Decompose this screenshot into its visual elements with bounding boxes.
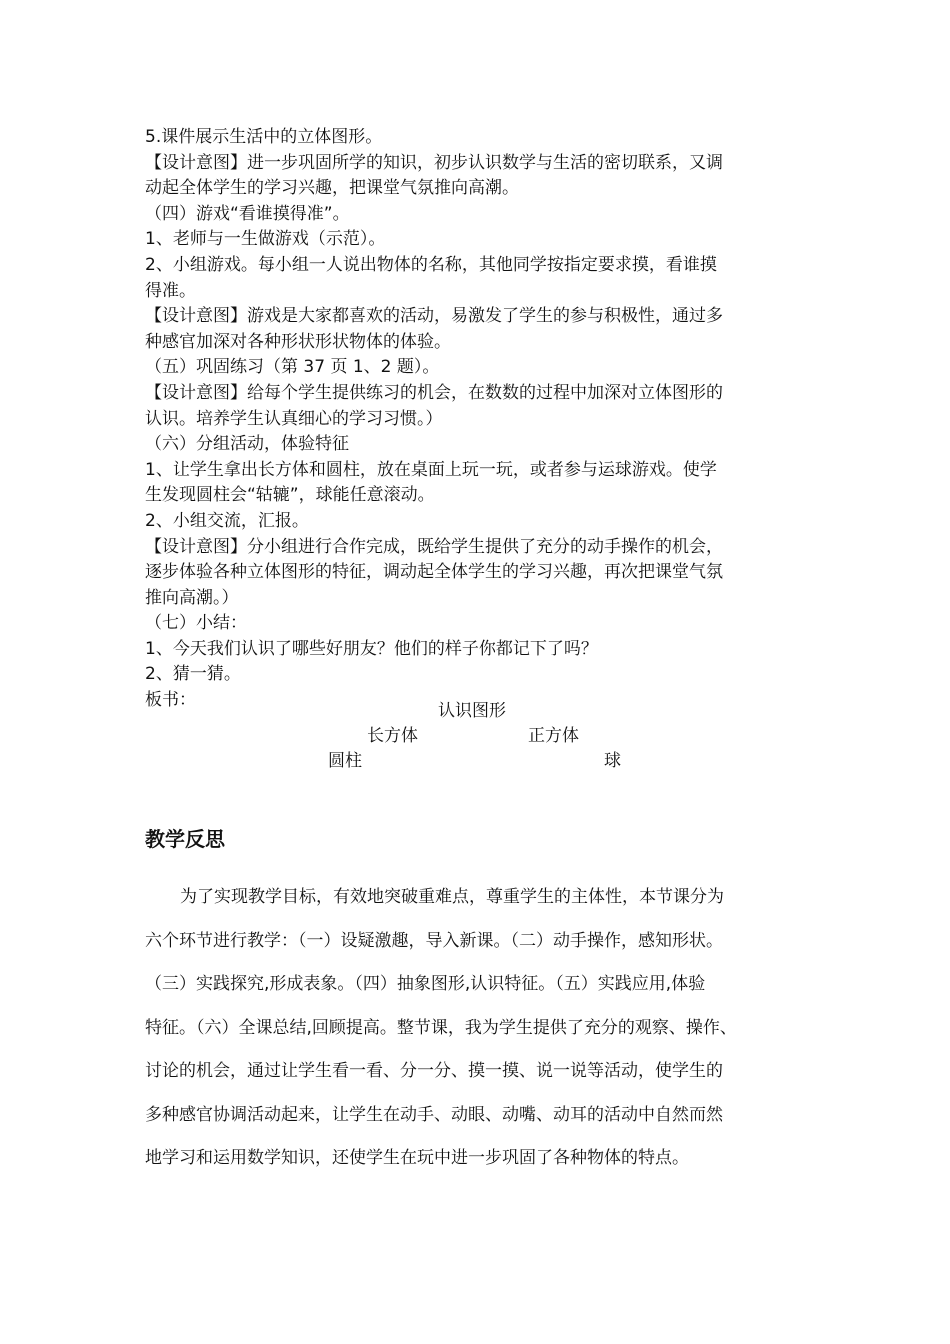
board-title: 认识图形 [438, 701, 506, 721]
lesson-line-design-intent-4c: 推向高潮。） [145, 587, 239, 608]
section-heading-group-activity: （六）分组活动，体验特征 [145, 434, 349, 455]
reflection-line: （三）实践探究,形成表象。（四）抽象图形,认识特征。（五）实践应用,体验 [145, 974, 706, 994]
lesson-line-summary-1: 1、今天我们认识了哪些好朋友？他们的样子你都记下了吗？ [145, 638, 598, 659]
lesson-line-activity-2: 2、小组交流，汇报。 [145, 510, 309, 531]
lesson-body [145, 125, 815, 714]
section-heading-summary: （七）小结： [145, 613, 247, 634]
lesson-line-design-intent-3a: 【设计意图】给每个学生提供练习的机会，在数数的过程中加深对立体图形的 [145, 382, 723, 403]
lesson-line-design-intent-1a: 【设计意图】进一步巩固所学的知识，初步认识数学与生活的密切联系，又调 [145, 152, 723, 173]
lesson-line-activity-1a: 1、让学生拿出长方体和圆柱，放在桌面上玩一玩，或者参与运球游戏。使学 [145, 459, 717, 480]
lesson-line-design-intent-1b: 动起全体学生的学习兴趣，把课堂气氛推向高潮。 [145, 178, 519, 199]
reflection-line: 为了实现教学目标，有效地突破重难点，尊重学生的主体性，本节课分为 [180, 887, 724, 907]
lesson-line-design-intent-3b: 认识。培养学生认真细心的学习习惯。） [145, 408, 443, 429]
lesson-line-summary-2: 2、猜一猜。 [145, 664, 241, 685]
reflection-line: 六个环节进行教学：（一）设疑激趣，导入新课。（二）动手操作，感知形状。 [145, 930, 723, 951]
section-heading-game: （四）游戏“看谁摸得准”。 [145, 203, 350, 224]
lesson-line-game-1: 1、老师与一生做游戏（示范）。 [145, 229, 386, 250]
reflection-line: 特征。（六）全课总结,回顾提高。整节课，我为学生提供了充分的观察、操作、 [145, 1017, 737, 1038]
lesson-line-game-2b: 得准。 [145, 280, 196, 301]
reflection-line: 多种感官协调活动起来，让学生在动手、动眼、动嘴、动耳的活动中自然而然 [145, 1104, 723, 1125]
lesson-line-design-intent-4a: 【设计意图】分小组进行合作完成，既给学生提供了充分的动手操作的机会， [145, 536, 723, 557]
board-sphere: 球 [604, 751, 621, 771]
lesson-line-design-intent-4b: 逐步体验各种立体图形的特征，调动起全体学生的学习兴趣，再次把课堂气氛 [145, 562, 723, 583]
reflection-paragraph [145, 876, 815, 1181]
lesson-line-game-2a: 2、小组游戏。每小组一人说出物体的名称，其他同学按指定要求摸，看谁摸 [145, 254, 717, 275]
lesson-line-design-intent-2b: 种感官加深对各种形状形状物体的体验。 [145, 331, 451, 352]
lesson-line-activity-1b: 生发现圆柱会“轱辘”，球能任意滚动。 [145, 485, 435, 506]
lesson-line-design-intent-2a: 【设计意图】游戏是大家都喜欢的活动，易激发了学生的参与积极性，通过多 [145, 306, 723, 327]
reflection-line: 地学习和运用数学知识，还使学生在玩中进一步巩固了各种物体的特点。 [145, 1148, 689, 1168]
section-heading-practice: （五）巩固练习（第 37 页 1、2 题）。 [145, 357, 440, 378]
board-cuboid: 长方体 [367, 726, 418, 746]
lesson-line-courseware: 5.课件展示生活中的立体图形。 [145, 127, 383, 147]
reflection-line: 讨论的机会，通过让学生看一看、分一分、摸一摸、说一说等活动，使学生的 [145, 1061, 723, 1081]
board-cylinder: 圆柱 [328, 751, 362, 771]
reflection-heading: 教学反思 [145, 827, 225, 851]
board-cube: 正方体 [528, 726, 579, 746]
board-writing-label: 板书： [145, 690, 196, 711]
